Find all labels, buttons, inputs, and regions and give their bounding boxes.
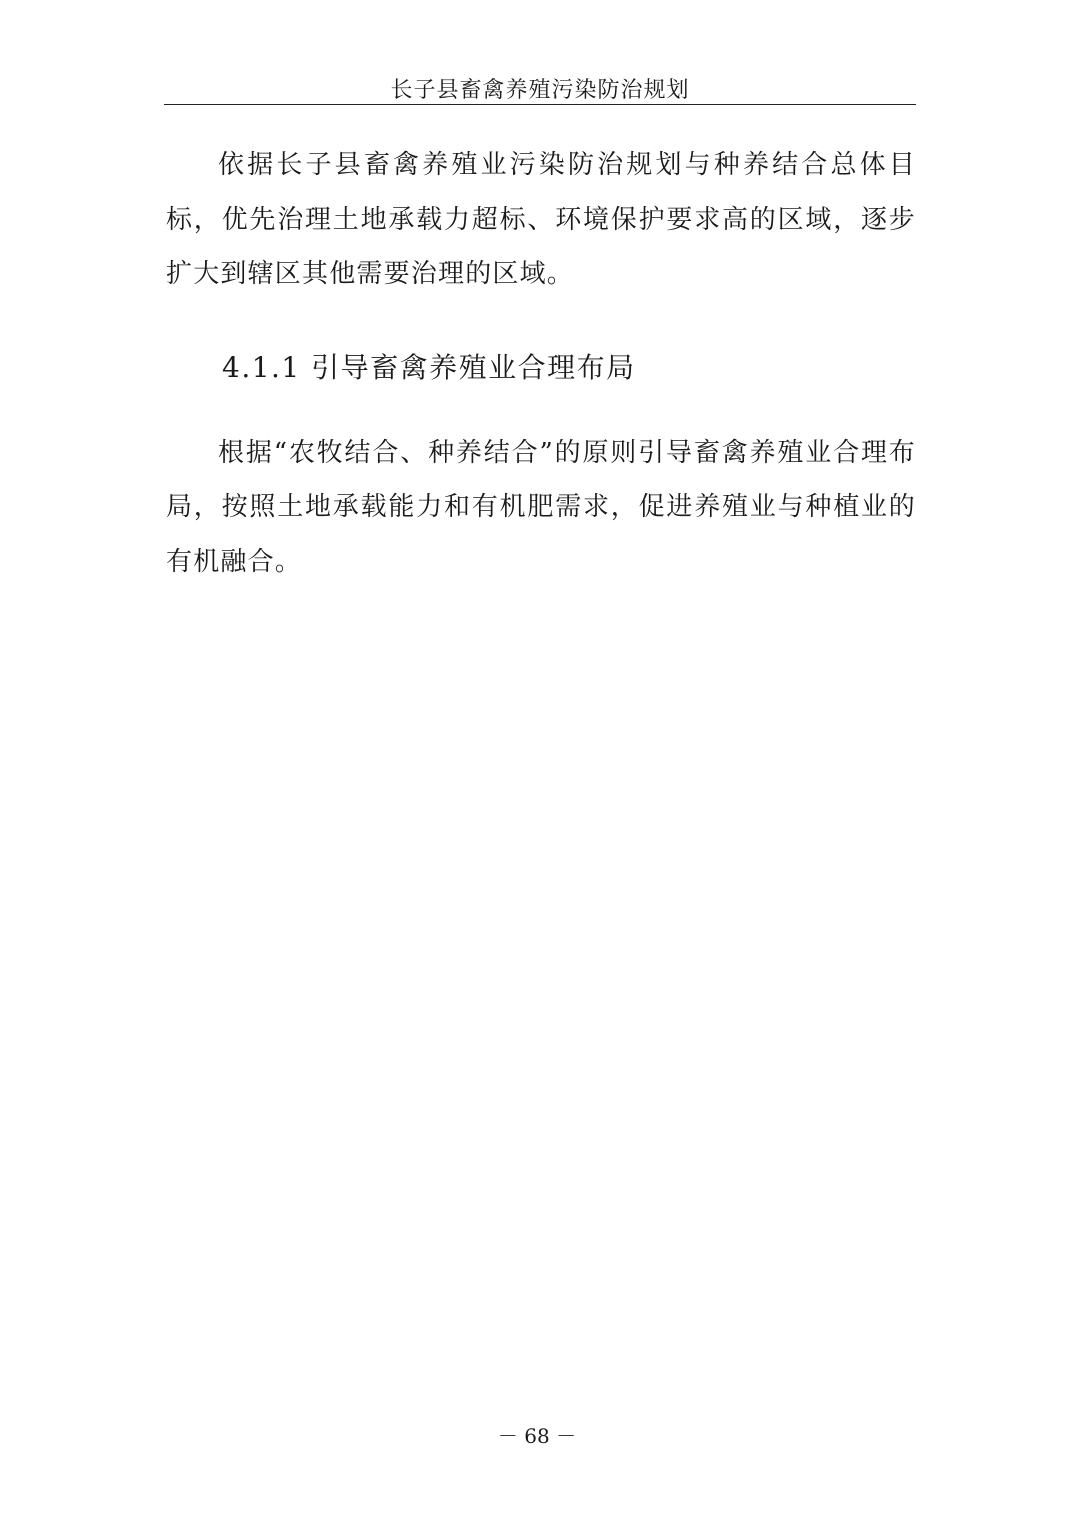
- page-number: － 68 －: [497, 1424, 577, 1448]
- running-header: 长子县畜禽养殖污染防治规划: [390, 78, 690, 103]
- paragraph-1: 依据长子县畜禽养殖业污染防治规划与种养结合总体目标，优先治理土地承载力超标、环境保护要求高的区域，逐步扩大到辖区其他需要治理的区域。: [166, 150, 916, 290]
- paragraph-2: 根据“农牧结合、种养结合”的原则引导畜禽养殖业合理布局，按照土地承载能力和有机肥需求，促进养殖业与种植业的有机融合。: [166, 437, 916, 577]
- section-heading-4-1-1: 4.1.1 引导畜禽养殖业合理布局: [222, 350, 636, 384]
- document-body: [166, 138, 916, 590]
- header-divider: [164, 104, 916, 105]
